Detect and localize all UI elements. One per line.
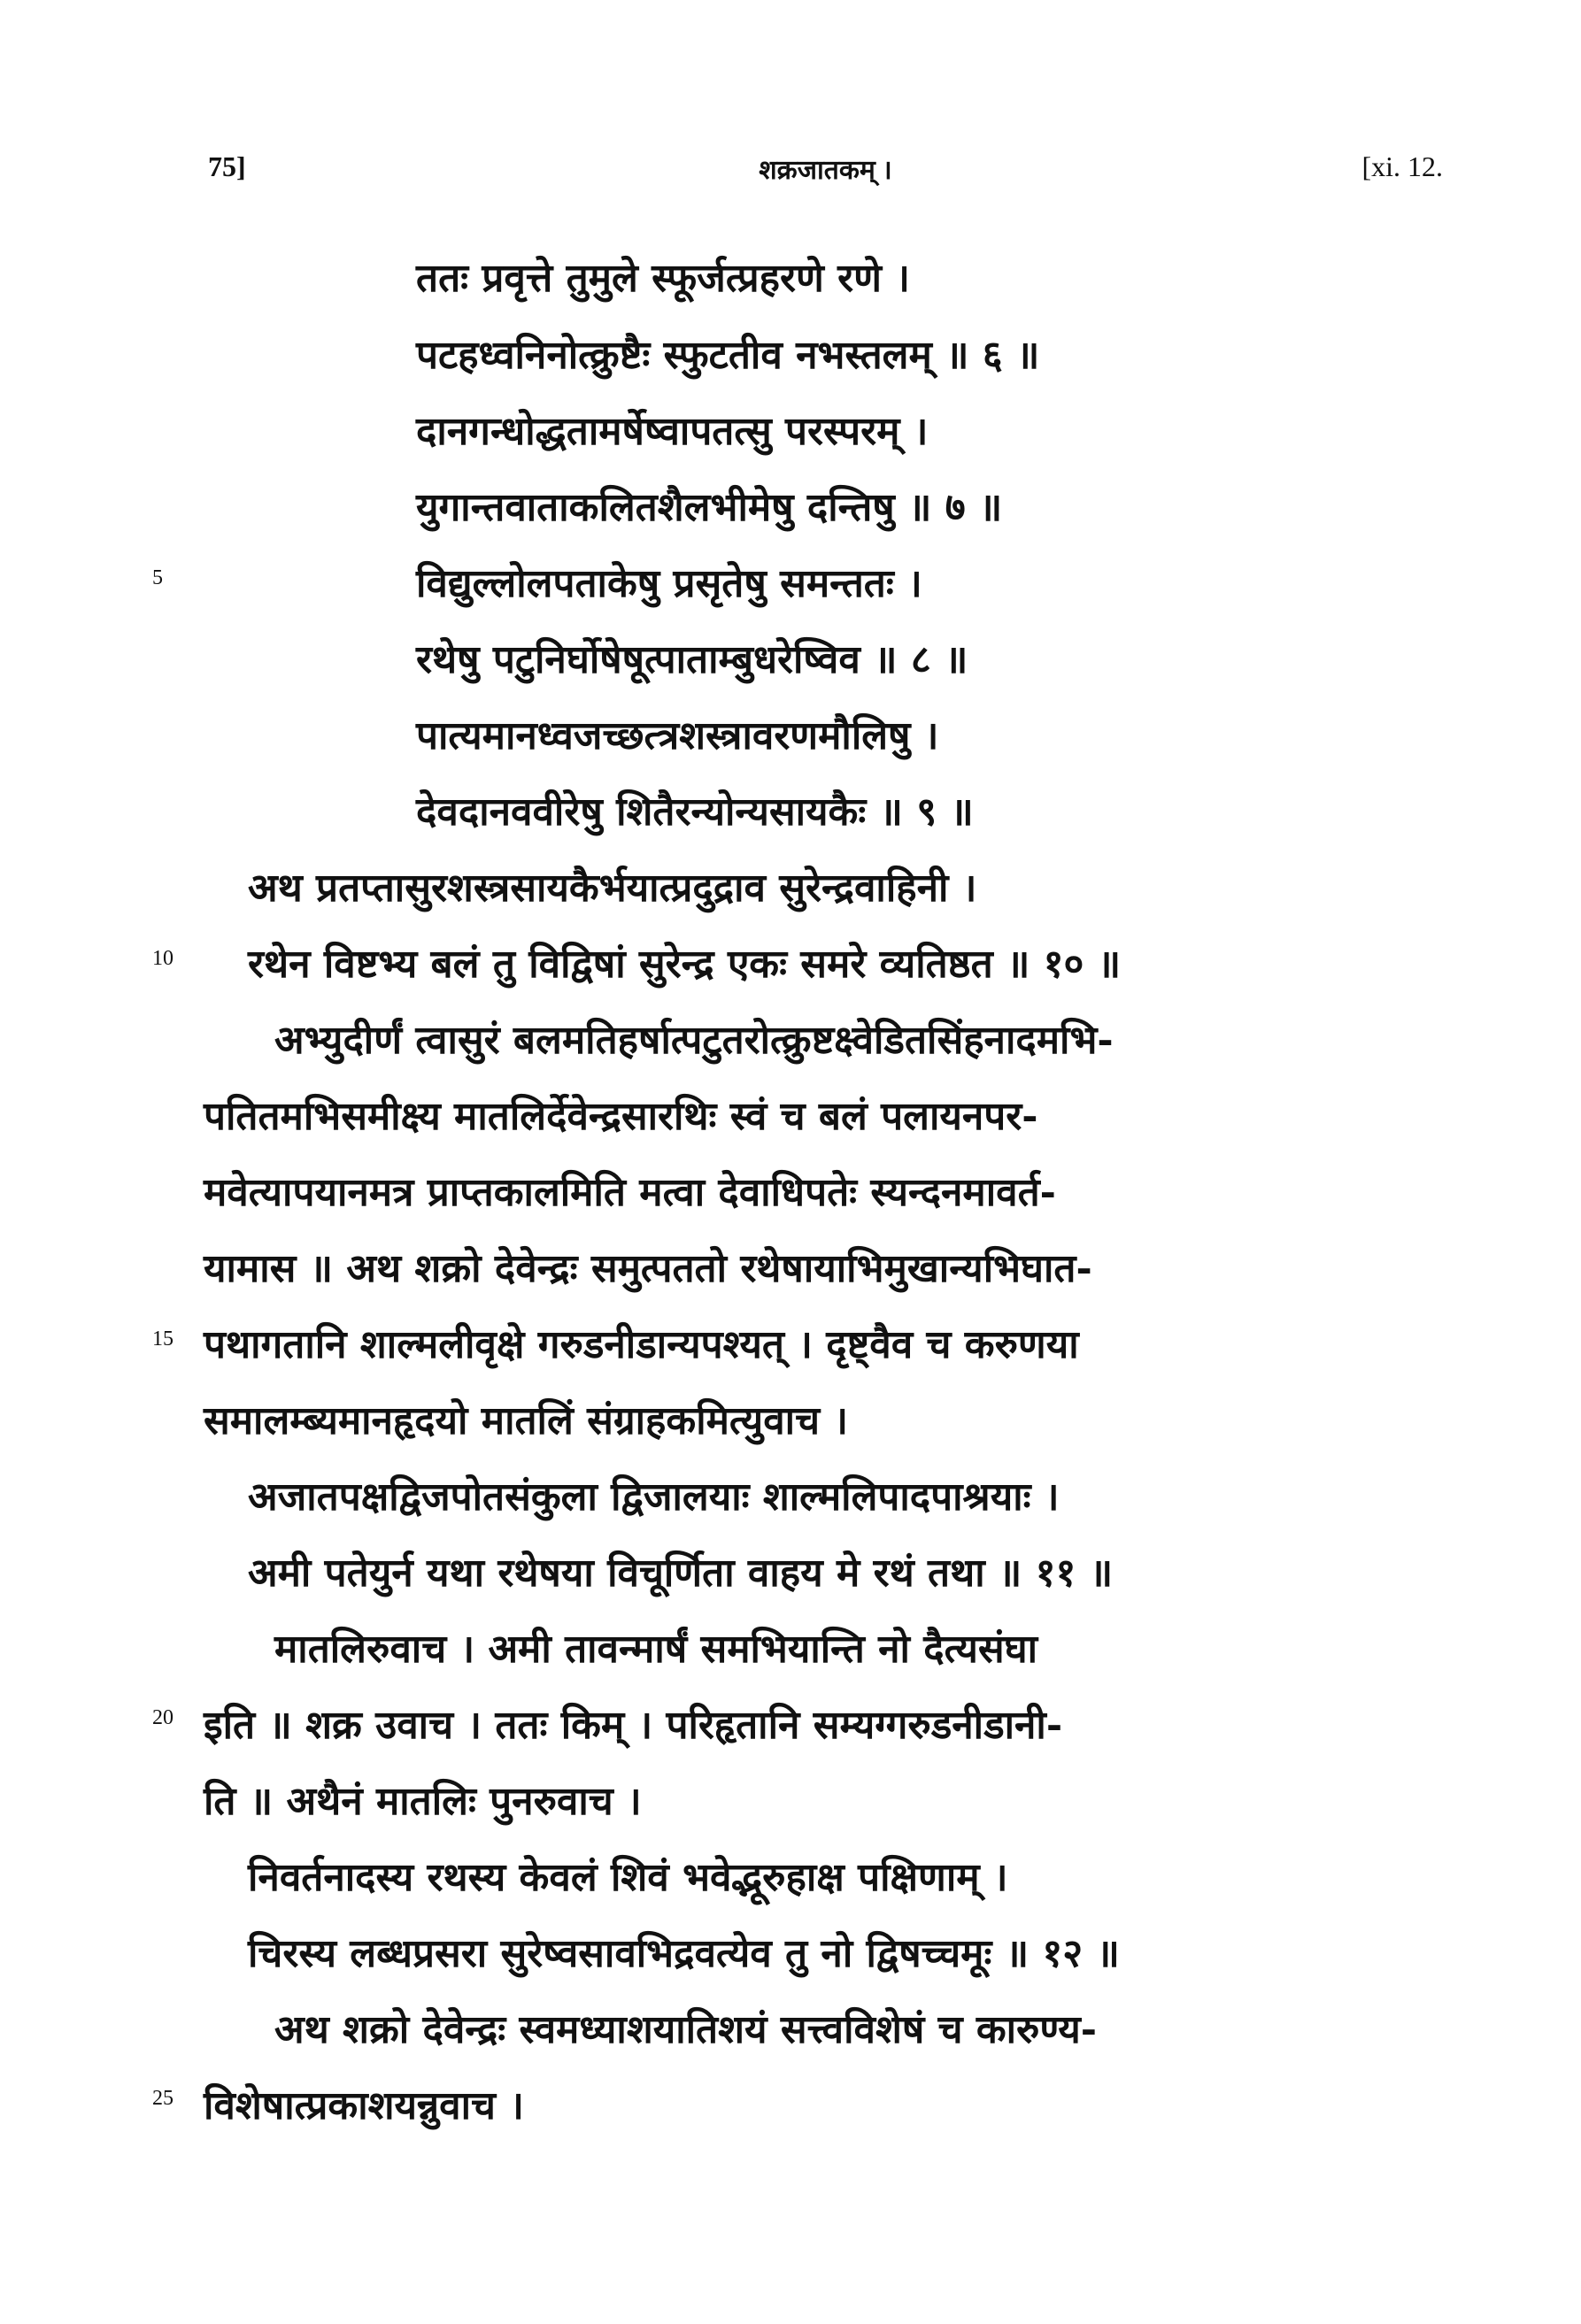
verse-line: रथेषु पटुनिर्घोषेषूत्पाताम्बुधरेष्विव ॥ ८ ॥ (416, 637, 968, 682)
prose-line: पतितमभिसमीक्ष्य मातलिर्देवेन्द्रसारथिः स्वं च बलं पलायनपर- (204, 1094, 1038, 1139)
verse-line: अमी पतेयुर्न यथा रथेषया विचूर्णिता वाहय मे रथं तथा ॥ ११ ॥ (248, 1551, 1114, 1596)
prose-line: विशेषात्प्रकाशयन्नुवाच । (204, 2083, 524, 2128)
prose-line: यामास ॥ अथ शक्रो देवेन्द्रः समुत्पततो रथेषायाभिमुखान्यभिघात- (204, 1246, 1092, 1291)
prose-line: इति ॥ शक्र उवाच । ततः किम् । परिहृतानि सम्यग्गरुडनीडानी- (204, 1703, 1063, 1748)
prose-line: अभ्युदीर्णं त्वासुरं बलमतिहर्षात्पटुतरोत्क्रुष्टक्ष्वेडितसिंहनादमभि- (274, 1018, 1114, 1063)
prose-line: मवेत्यापयानमत्र प्राप्तकालमिति मत्वा देवाधिपतेः स्यन्दनमावर्त- (204, 1170, 1056, 1215)
verse-line: पात्यमानध्वजच्छत्त्रशस्त्रावरणमौलिषु । (416, 713, 939, 758)
section-reference: [xi. 12. (1361, 150, 1443, 182)
verse-line: पटहध्वनिनोत्क्रुष्टैः स्फुटतीव नभस्तलम् ॥ ६ ॥ (416, 333, 1040, 378)
verse-line: युगान्तवाताकलितशैलभीमेषु दन्तिषु ॥ ७ ॥ (416, 485, 1003, 530)
prose-line: पथागतानि शाल्मलीवृक्षे गरुडनीडान्यपश्यत् । दृष्ट्वैव च करुणया (204, 1322, 1079, 1367)
verse-line: देवदानववीरेषु शितैरन्योन्यसायकैः ॥ ९ ॥ (416, 789, 974, 835)
prose-line: समालम्ब्यमानहृदयो मातलिं संग्राहकमित्युवाच । (204, 1398, 848, 1443)
prose-line: अथ शक्रो देवेन्द्रः स्वमध्याशयातिशयं सत्त्वविशेषं च कारुण्य- (274, 2007, 1098, 2052)
line-number: 25 (152, 2087, 174, 2110)
line-number: 5 (152, 566, 163, 589)
verse-line: ततः प्रवृत्ते तुमुले स्फूर्जत्प्रहरणे रणे । (416, 256, 910, 301)
verse-line: अजातपक्षद्विजपोतसंकुला द्विजालयाः शाल्मलिपादपाश्रयाः । (248, 1474, 1060, 1520)
verse-line: चिरस्य लब्धप्रसरा सुरेष्वसावभिद्रवत्येव तु नो द्विषच्चमूः ॥ १२ ॥ (248, 1931, 1120, 1976)
line-number: 15 (152, 1327, 174, 1351)
line-number: 20 (152, 1706, 174, 1729)
prose-line: ति ॥ अथैनं मातलिः पुनरुवाच । (204, 1779, 642, 1824)
running-title: शक्रजातकम् । (759, 156, 892, 185)
prose-line: मातलिरुवाच । अमी तावन्मार्षं समभियान्ति नो दैत्यसंघा (274, 1627, 1038, 1672)
verse-line: अथ प्रतप्तासुरशस्त्रसायकैर्भयात्प्रदुद्राव सुरेन्द्रवाहिनी । (248, 866, 977, 911)
verse-line: निवर्तनादस्य रथस्य केवलं शिवं भवेद्भूरुहाक्ष पक्षिणाम् । (248, 1855, 1008, 1900)
line-number: 10 (152, 947, 174, 970)
page-number: 75] (208, 150, 246, 182)
verse-line: दानगन्धोद्धतामर्षेष्वापतत्सु परस्परम् । (416, 409, 929, 454)
verse-line: विद्युल्लोलपताकेषु प्रसृतेषु समन्ततः । (416, 561, 922, 606)
verse-line: रथेन विष्टभ्य बलं तु विद्विषां सुरेन्द्र एकः समरे व्यतिष्ठत ॥ १० ॥ (248, 942, 1122, 987)
page-header (208, 150, 1443, 195)
